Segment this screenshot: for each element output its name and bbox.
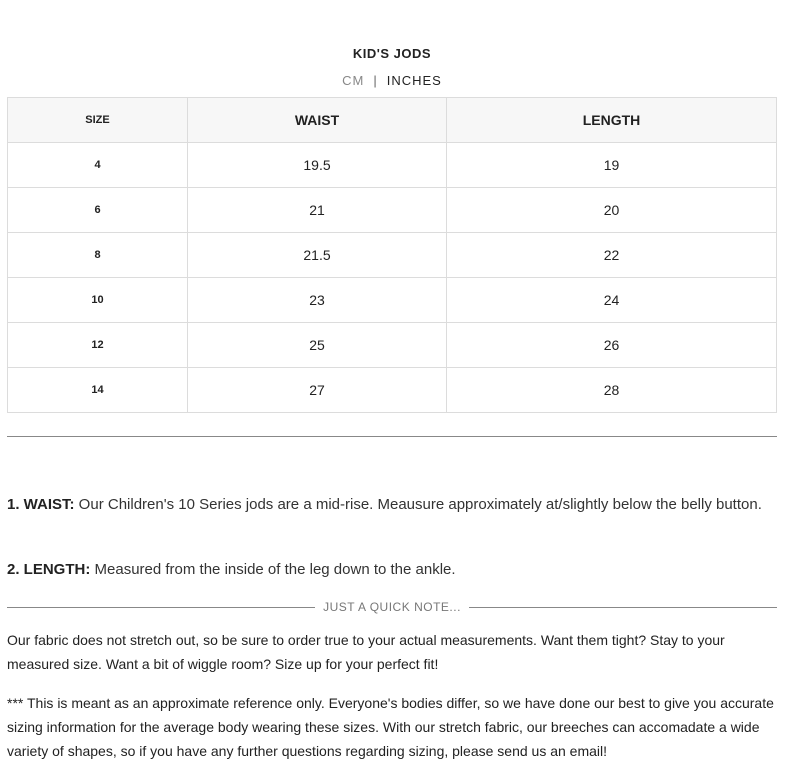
unit-separator: | — [373, 73, 378, 88]
table-row — [8, 368, 777, 413]
disclaimer-paragraph: *** This is meant as an approximate reference only. Everyone's bodies differ, so we have done our best to give you accurate sizing information for the average body wearing these sizes. With our stretch fabric, our breeches can accomadate a wide variety of shapes, so if you have any further questions regarding sizing, please send us an email! — [7, 695, 774, 759]
table-row — [8, 278, 777, 323]
quick-note-divider — [7, 597, 777, 617]
cell-waist: 27 — [188, 368, 447, 413]
unit-cm-option[interactable]: CM — [342, 73, 365, 88]
cell-waist: 25 — [188, 323, 447, 368]
header-length: LENGTH — [447, 98, 777, 143]
header-size: SIZE — [8, 98, 188, 143]
cell-length: 26 — [447, 323, 777, 368]
section-divider — [7, 436, 777, 437]
fit-advice-paragraph: Our fabric does not stretch out, so be sure to order true to your actual measurements. Want them tight? Stay to your measured size. Want a bit of wiggle room? Size up for your perfect fit! — [7, 632, 725, 672]
quick-note-heading: JUST A QUICK NOTE... — [323, 600, 461, 614]
cell-size: 8 — [8, 233, 188, 278]
waist-note-label: 1. WAIST: — [7, 496, 75, 513]
cell-length: 22 — [447, 233, 777, 278]
cell-size: 6 — [8, 188, 188, 233]
length-note-text: Measured from the inside of the leg down to the ankle. — [90, 561, 456, 578]
table-row — [8, 233, 777, 278]
cell-size: 4 — [8, 143, 188, 188]
cell-length: 19 — [447, 143, 777, 188]
cell-waist: 21.5 — [188, 233, 447, 278]
unit-toggle — [0, 73, 784, 88]
waist-note-text: Our Children's 10 Series jods are a mid-rise. Meausure approximately at/slightly below the belly button. — [74, 496, 762, 513]
cell-waist: 21 — [188, 188, 447, 233]
cell-size: 14 — [8, 368, 188, 413]
length-note — [7, 557, 767, 582]
divider-line-right — [469, 607, 777, 608]
unit-inches-option[interactable]: INCHES — [386, 73, 442, 88]
table-row — [8, 188, 777, 233]
cell-size: 12 — [8, 323, 188, 368]
cell-length: 20 — [447, 188, 777, 233]
table-row — [8, 323, 777, 368]
header-waist: WAIST — [188, 98, 447, 143]
cell-waist: 19.5 — [188, 143, 447, 188]
table-header-row — [8, 98, 777, 143]
length-note-label: 2. LENGTH: — [7, 561, 91, 578]
cell-size: 10 — [8, 278, 188, 323]
table-row — [8, 143, 777, 188]
waist-note — [7, 492, 767, 517]
size-table — [7, 97, 777, 413]
cell-length: 24 — [447, 278, 777, 323]
cell-length: 28 — [447, 368, 777, 413]
page-title: KID'S JODS — [352, 46, 432, 61]
divider-line-left — [7, 607, 315, 608]
cell-waist: 23 — [188, 278, 447, 323]
